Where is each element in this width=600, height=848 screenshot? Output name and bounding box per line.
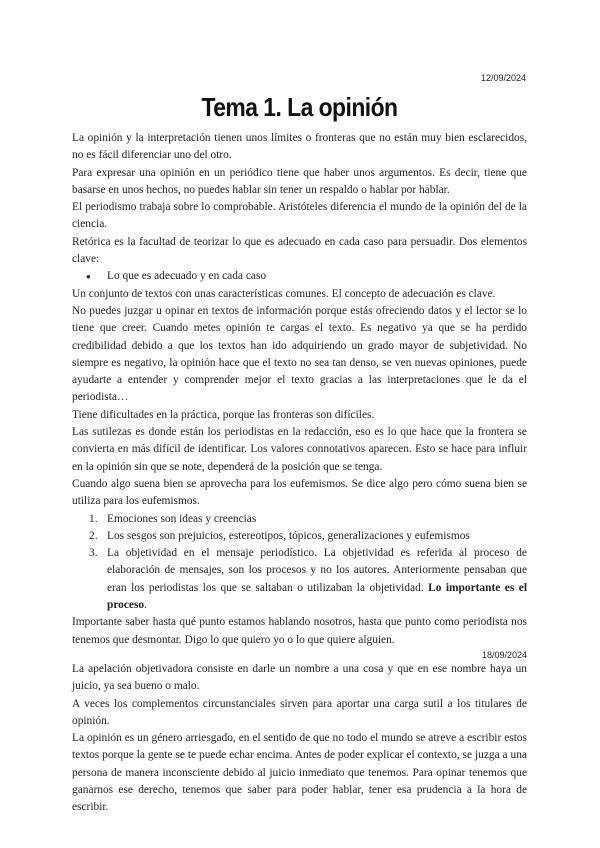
bullet-item: ● Lo que es adecuado y en cada caso	[72, 268, 527, 285]
paragraph: Para expresar una opinión en un periódico tiene que haber unos argumentos. Es decir, tiene que basarse en unos hechos, no puedes hablar sin tener un respaldo o hablar por hablar.	[72, 166, 527, 196]
list-item-text: La objetividad en el mensaje periodístico. La objetividad es referida al proceso de elaboración de mensajes, son los procesos y no los autores. Anteriormente pensaban que eran los periodistas los que se saltaban o utilizaban la objetividad.	[107, 547, 527, 594]
paragraph: La opinión es un género arriesgado, en el sentido de que no todo el mundo se atreve a escribir estos textos porque la gente se te puede echar encima. Antes de poder explicar el contexto, se juzga a una persona de manera inconsciente debido al juicio inmediato que tenemos. Para opinar tenemos que ganarnos ese derecho, tenemos que saber para poder hablar, tener esa prudencia a la hora de escribir.	[72, 732, 527, 814]
paragraph: Las sutilezas es donde están los periodistas en la redacción, eso es lo que hace que la frontera se convierta en más difícil de identificar. Los valores connotativos aparecen. Esto se hace para influir en la opinión sin que se note, dependerá de la posición que se tenga.	[72, 426, 527, 473]
list-number: 1.	[89, 512, 98, 525]
paragraph: Retórica es la facultad de teorizar lo que es adecuado en cada caso para persuadir. Dos elementos clave:	[72, 235, 527, 266]
paragraph: El periodismo trabaja sobre lo comprobable. Aristóteles diferencia el mundo de la opinión del de la ciencia.	[72, 201, 527, 231]
paragraph: No puedes juzgar u opinar en textos de información porque estás ofreciendo datos y el lector se lo tiene que creer. Cuando metes opinión te cargas el texto. Es negativo ya que se ha perdido credibilidad debido a que los textos han ido adquiriendo un grado mayor de subjetividad. No siempre es negativo, la opinión hace que el texto no sea tan denso, se ven nuevas opiniones, puede ayudarte a entender y comprender mejor el texto gracias a las interpretaciones que le da el periodista…	[72, 304, 527, 404]
list-number: 3.	[89, 547, 98, 560]
list-item-text-end: .	[144, 599, 147, 612]
paragraph: A veces los complementos circunstanciales sirven para aportar una carga sutil a los titulares de opinión.	[72, 697, 527, 727]
list-item-bold-text: Lo importante es el proceso	[107, 581, 527, 612]
list-item	[72, 545, 527, 614]
paragraph: Cuando algo suena bien se aprovecha para los eufemismos. Se dice algo pero cómo suena bien se utiliza para los eufemismos.	[72, 477, 527, 508]
list-item-text: Los sesgos son prejuicios, estereotipos, tópicos, generalizaciones y eufemismos	[107, 529, 470, 542]
document-page	[72, 70, 527, 817]
bullet-list	[72, 268, 527, 285]
paragraph: Tiene dificultades en la práctica, porque las fronteras son difíciles.	[72, 408, 375, 421]
list-item-text: Emociones son ideas y creencias	[107, 512, 257, 525]
paragraph: Importante saber hasta qué punto estamos hablando nosotros, hasta que punto como periodista nos tenemos que desmontar. Digo lo que quiero yo o lo que quiere alguien.	[72, 616, 527, 646]
paragraph: La apelación objetivadora consiste en darle un nombre a una cosa y que en ese nombre haya un juicio, ya sea bueno o malo.	[72, 662, 527, 693]
list-item	[72, 528, 527, 545]
paragraph: Un conjunto de textos con unas características comunes. El concepto de adecuación es clave.	[72, 287, 496, 300]
page-title: Tema 1. La opinión	[201, 92, 398, 122]
section-date: 18/09/2024	[481, 649, 527, 660]
list-number: 2.	[89, 529, 98, 542]
paragraph: La opinión y la interpretación tienen unos límites o fronteras que no están muy bien esclarecidos, no es fácil diferenciar uno del otro.	[72, 132, 527, 162]
document-date: 12/09/2024	[480, 73, 526, 83]
list-item	[72, 511, 527, 528]
numbered-list	[72, 511, 527, 615]
